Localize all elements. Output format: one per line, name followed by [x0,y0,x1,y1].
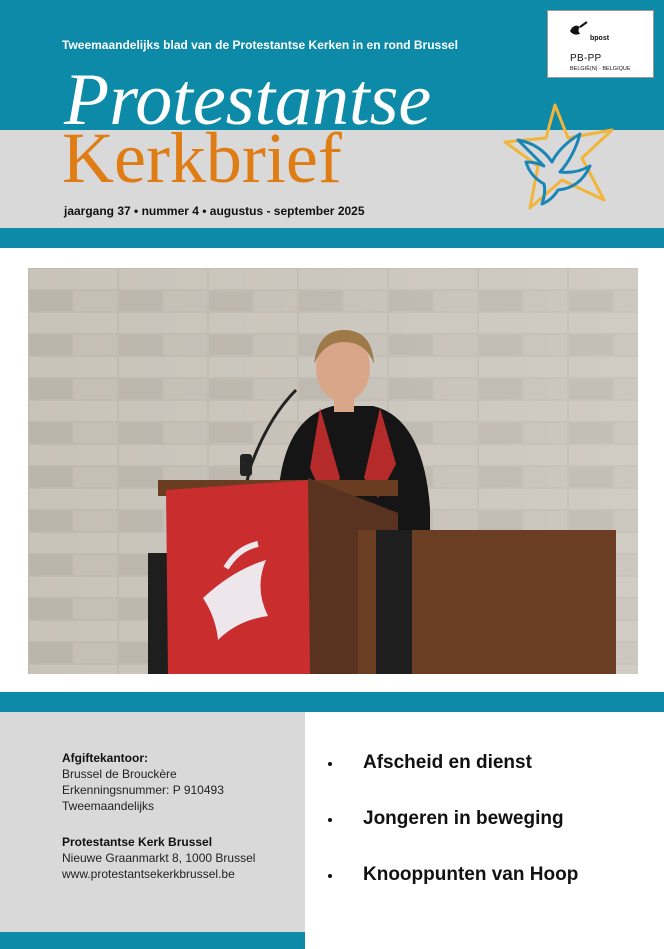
list-item-label: Afscheid en dienst [363,752,532,773]
church-address: Nieuwe Graanmarkt 8, 1000 Brussel [62,851,256,865]
info-panel-bar [0,932,305,949]
office-line: Brussel de Brouckère [62,767,177,781]
postal-code: PB-PP [570,53,602,64]
masthead-title-line2: Kerkbrief [62,118,342,198]
masthead-title-line1: Protestantse [64,59,432,141]
info-panel [0,712,305,949]
divider-band [0,228,664,248]
postal-country: BELGIË(N) - BELGIQUE [570,66,631,72]
list-item-label: Knooppunten van Hoop [363,864,579,885]
bullet-icon [328,874,332,878]
tagline: Tweemaandelijks blad van de Protestantse Kerken in en rond Brussel [62,38,458,52]
postal-mark [547,10,654,78]
church-heading: Protestantse Kerk Brussel [62,835,213,849]
office-details [62,750,224,814]
issue-line: jaargang 37 • nummer 4 • augustus - september 2025 [64,204,365,218]
church-website: www.protestantsekerkbrussel.be [62,867,235,881]
office-heading: Afgiftekantoor: [62,751,148,765]
cover-photo [28,268,638,674]
postal-brand: bpost [590,35,610,42]
bullet-icon [328,762,332,766]
office-line: Erkenningsnummer: P 910493 [62,783,224,797]
divider-band-lower [0,692,664,712]
bullet-icon [328,818,332,822]
list-item-label: Jongeren in beweging [363,808,564,829]
dove-star-icon [500,100,620,215]
bpost-horn-icon [568,21,590,37]
office-line: Tweemaandelijks [62,799,155,813]
church-details [62,834,255,882]
